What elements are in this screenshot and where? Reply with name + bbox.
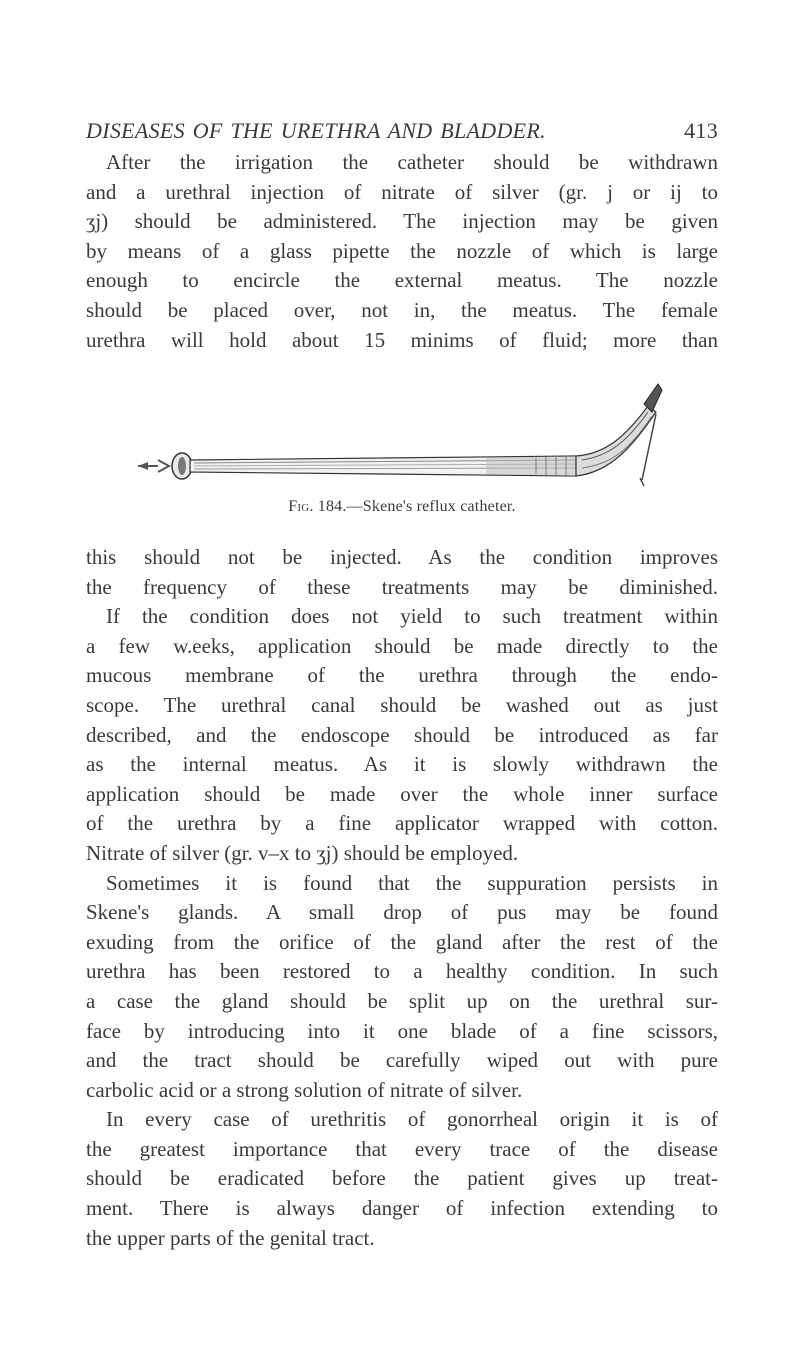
text-line: and a urethral injection of nitrate of silver (gr. j or ij to [86,179,718,204]
catheter-illustration [136,376,666,498]
text-line: enough to encircle the external meatus. The nozzle [86,268,718,293]
text-line: described, and the endoscope should be introduced as far [86,722,718,747]
text-line: application should be made over the whole inner surface [86,781,718,806]
paragraph-top [86,148,718,355]
catheter-figure [136,376,666,498]
text-line: should be placed over, not in, the meatus. The female [86,297,718,322]
figure-caption [86,498,718,516]
figure-label: Fig. 184. [288,498,347,515]
text-line: In every case of urethritis of gonorrheal origin it is of [106,1107,718,1132]
text-line: face by introducing into it one blade of a fine scissors, [86,1018,718,1043]
text-line: exuding from the orifice of the gland after the rest of the [86,929,718,954]
text-line: a few w.eeks, application should be made directly to the [86,633,718,658]
text-line: scope. The urethral canal should be washed out as just [86,692,718,717]
text-line: should be eradicated before the patient gives up treat- [86,1166,718,1191]
text-line: the upper parts of the genital tract. [86,1225,375,1250]
text-line: of the urethra by a fine applicator wrapped with cotton. [86,811,718,836]
text-line: Nitrate of silver (gr. v–x to ʒj) should be employed. [86,840,519,865]
paragraph-bottom [86,543,718,1253]
text-line: After the irrigation the catheter should be withdrawn [106,150,718,174]
text-line: by means of a glass pipette the nozzle of which is large [86,238,718,263]
text-line: this should not be injected. As the condition improves [86,545,718,569]
text-line: mucous membrane of the urethra through the endo- [86,663,718,688]
running-title: DISEASES OF THE URETHRA AND BLADDER. [86,118,546,143]
text-line: urethra has been restored to a healthy condition. In such [86,959,718,984]
page-number: 413 [684,118,718,143]
text-line: ʒj) should be administered. The injection may be given [86,209,718,234]
text-line: a case the gland should be split up on the urethral sur- [86,988,718,1013]
text-line: ment. There is always danger of infection extending to [86,1196,718,1221]
text-line: and the tract should be carefully wiped out with pure [86,1048,718,1073]
text-line: Skene's glands. A small drop of pus may be found [86,900,718,925]
text-line: carbolic acid or a strong solution of nitrate of silver. [86,1077,523,1102]
figure-caption-text: —Skene's reflux catheter. [346,498,516,515]
text-line: If the condition does not yield to such treatment within [106,604,718,629]
text-line: urethra will hold about 15 minims of fluid; more than [86,327,718,352]
text-line: the greatest importance that every trace of the disease [86,1136,718,1161]
text-line: the frequency of these treatments may be diminished. [86,574,718,599]
text-line: Sometimes it is found that the suppuration persists in [106,870,718,895]
running-header [86,118,718,150]
text-line: as the internal meatus. As it is slowly withdrawn the [86,752,718,777]
